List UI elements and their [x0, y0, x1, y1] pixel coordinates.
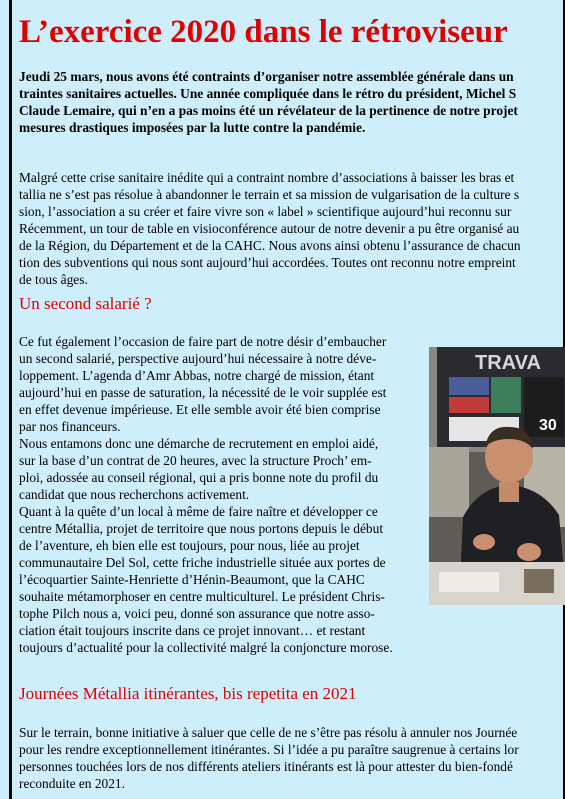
text-line: en effet devenue impérieuse. Et elle semble avoir été bien comprise — [19, 402, 381, 417]
text-line: Quant à la quête d’un local à même de faire naître et développer ce — [19, 504, 378, 519]
text-line: Récemment, un tour de table en visioconférence autour de notre devenir a pu être organisé au — [19, 221, 520, 236]
poster-number-text: 30 — [539, 417, 557, 434]
photo-presenter-at-meeting — [429, 347, 565, 605]
text-line: de l’aventure, eh bien elle est toujours, pour nous, liée au projet — [19, 538, 360, 553]
text-line: par nos financeurs. — [19, 419, 121, 434]
text-line: tophe Pilch nous a, voici peu, donné son assurance que notre asso- — [19, 606, 375, 621]
body-paragraph-3 — [19, 724, 565, 792]
body-paragraph-1 — [19, 169, 565, 288]
text-line: de la Région, du Département et de la CAHC. Nous avons ainsi obtenu l’assurance de chacun — [19, 238, 521, 253]
text-line: aujourd’hui en passe de saturation, la nécessité de le voir supplée est — [19, 385, 387, 400]
article-title: L’exercice 2020 dans le rétroviseur — [19, 14, 508, 50]
text-line: ciation était toujours inscrite dans ce projet innovant… et restant — [19, 623, 366, 638]
text-line: de tous âges. — [19, 272, 88, 287]
text-line: l’écoquartier Sainte-Henriette d’Hénin-Beaumont, que la CAHC — [19, 572, 365, 587]
lead-line: mesures drastiques imposées par la lutte contre la pandémie. — [19, 120, 366, 135]
lead-line: traintes sanitaires actuelles. Une année compliquée dans le rétro du président, Michel S — [19, 86, 517, 101]
text-line: loppement. L’agenda d’Amr Abbas, notre chargé de mission, étant — [19, 368, 375, 383]
text-line: tion des subventions qui nous sont aujourd’hui accordées. Toutes ont reconnu notre empreint — [19, 255, 516, 270]
lead-line: Claude Lemaire, qui n’en a pas moins été un révélateur de la pertinence de notre projet — [19, 103, 518, 118]
text-line: Ce fut également l’occasion de faire part de notre désir d’embaucher — [19, 334, 387, 349]
text-line: sur la base d’un contrat de 20 heures, avec la structure Proch’ em- — [19, 453, 372, 468]
section-heading-itinerant-days: Journées Métallia itinérantes, bis repetita en 2021 — [19, 684, 357, 703]
left-border-rule — [9, 0, 12, 799]
section-heading-second-employee: Un second salarié ? — [19, 294, 152, 313]
text-line: personnes touchées lors de nos différents ateliers itinérants est là pour attester du bien-fondé — [19, 759, 513, 774]
text-line: souhaite métamorphoser en centre multiculturel. Le président Chris- — [19, 589, 385, 604]
text-line: Malgré cette crise sanitaire inédite qui a contraint nombre d’associations à baisser les bras et — [19, 170, 515, 185]
text-line: pour les rendre exceptionnellement itinérantes. Si l’idée a pu paraître saugrenue à certains lor — [19, 742, 519, 757]
text-line: centre Métallia, projet de territoire que nous portons depuis le début — [19, 521, 384, 536]
text-line: Sur le terrain, bonne initiative à saluer que celle de ne s’être pas résolu à annuler nos Journée — [19, 725, 518, 740]
text-line: communautaire Del Sol, cette friche industrielle située aux portes de — [19, 555, 386, 570]
text-line: sion, l’association a su créer et faire vivre son « label » scientifique aujourd’hui reconnu sur — [19, 204, 512, 219]
lead-paragraph — [19, 68, 565, 136]
text-line: reconduite en 2021. — [19, 776, 125, 791]
text-line: ploi, adossée au conseil régional, qui a pris bonne note du profil du — [19, 470, 379, 485]
body-paragraph-2 — [19, 333, 434, 656]
poster-title-text: TRAVA — [475, 352, 541, 374]
text-line: Nous entamons donc une démarche de recrutement en emploi aidé, — [19, 436, 379, 451]
lead-line: Jeudi 25 mars, nous avons été contraints d’organiser notre assemblée générale dans un — [19, 69, 514, 84]
text-line: tallia ne s’est pas résolue à abandonner le terrain et sa mission de vulgarisation de la culture s — [19, 187, 520, 202]
text-line: un second salarié, perspective aujourd’hui nécessaire à notre déve- — [19, 351, 377, 366]
text-line: toujours d’actualité pour la collectivité malgré la conjoncture morose. — [19, 640, 393, 655]
text-line: candidat que nous recherchons activement. — [19, 487, 250, 502]
